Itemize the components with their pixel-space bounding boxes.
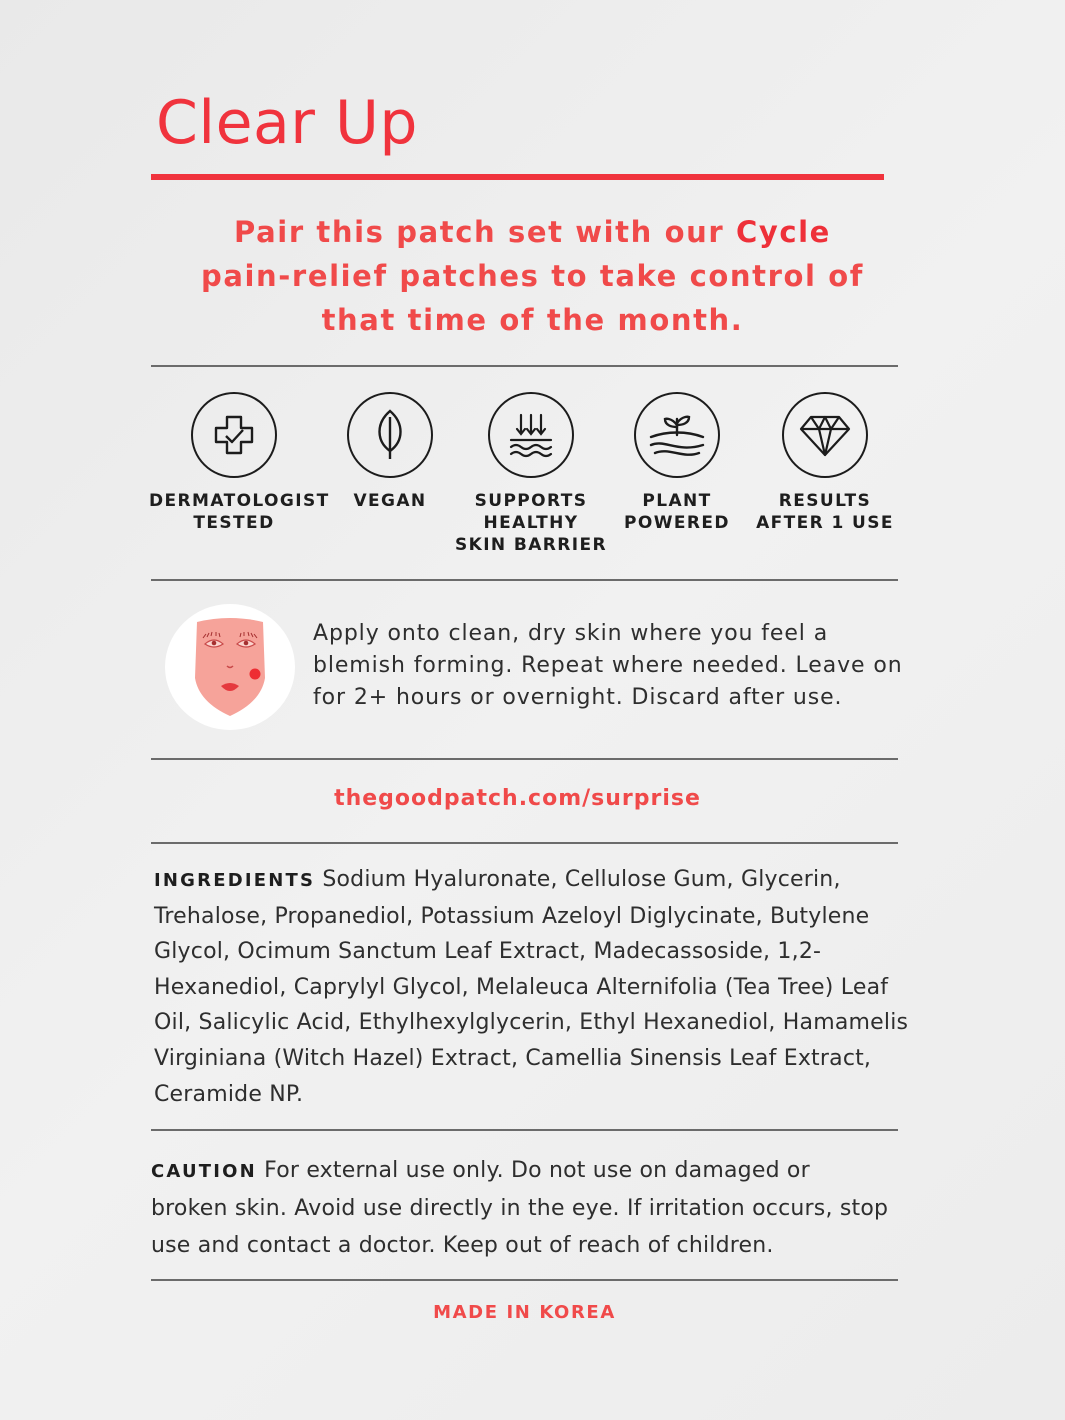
pairing-text-start: Pair this patch set with our xyxy=(234,215,736,249)
badge-label-line: POWERED xyxy=(624,513,730,533)
ingredients-section xyxy=(154,862,924,1112)
badge-label-line: DERMATOLOGIST xyxy=(149,491,330,511)
badge-label-line: TESTED xyxy=(193,513,275,533)
application-instructions: Apply onto clean, dry skin where you feel a blemish forming. Repeat where needed. Leave on for 2+ hours or overnight. Discard after use. xyxy=(313,621,903,710)
website-link[interactable]: thegoodpatch.com/surprise xyxy=(334,786,701,811)
divider xyxy=(151,1279,898,1281)
dermatologist-cross-icon xyxy=(191,392,277,478)
badge-label-line: PLANT xyxy=(642,491,712,511)
pairing-note xyxy=(200,210,865,342)
skin-barrier-icon xyxy=(488,392,574,478)
product-title: Clear Up xyxy=(156,88,418,158)
badge-label-line: HEALTHY xyxy=(483,513,579,533)
ingredients-heading: INGREDIENTS xyxy=(154,870,316,891)
pairing-text-end: pain-relief patches to take control of that time of the month. xyxy=(200,259,865,337)
badge-label-line: RESULTS xyxy=(778,491,872,511)
badge-label-line: SUPPORTS xyxy=(474,491,588,511)
badge-plant-powered xyxy=(592,392,762,534)
badge-skin-barrier xyxy=(446,392,616,556)
leaf-icon xyxy=(347,392,433,478)
pairing-highlight: Cycle xyxy=(735,215,831,249)
divider xyxy=(151,579,898,581)
face-with-patch-icon xyxy=(165,604,295,730)
ingredients-list: Sodium Hyaluronate, Cellulose Gum, Glycerin, Trehalose, Propanediol, Potassium Azeloyl Diglycinate, Butylene Glycol, Ocimum Sanctum Leaf Extract, Madecassoside, 1,2-Hexanediol, Caprylyl Glycol, Melaleuca Alternifolia (Tea Tree) Leaf Oil, Salicylic Acid, Ethylhexylglycerin, Ethyl Hexanediol, Hamamelis Virginiana (Witch Hazel) Extract, Camellia Sinensis Leaf Extract, Ceramide NP. xyxy=(154,867,909,1107)
badge-label-line: AFTER 1 USE xyxy=(756,513,894,533)
caution-text: For external use only. Do not use on damaged or broken skin. Avoid use directly in the eye. If irritation occurs, stop use and contact a doctor. Keep out of reach of children. xyxy=(151,1158,889,1258)
badge-label-line: VEGAN xyxy=(353,491,427,511)
divider xyxy=(151,758,898,760)
caution-heading: CAUTION xyxy=(151,1161,257,1182)
country-of-origin: MADE IN KOREA xyxy=(433,1302,616,1323)
divider xyxy=(151,842,898,844)
sprout-icon xyxy=(634,392,720,478)
divider xyxy=(151,365,898,367)
diamond-icon xyxy=(782,392,868,478)
badge-label-line: SKIN BARRIER xyxy=(454,535,607,555)
badge-results-after-1-use xyxy=(740,392,910,534)
divider xyxy=(151,1129,898,1131)
caution-section xyxy=(151,1152,891,1264)
title-underline xyxy=(151,174,884,180)
badge-dermatologist-tested xyxy=(149,392,330,534)
